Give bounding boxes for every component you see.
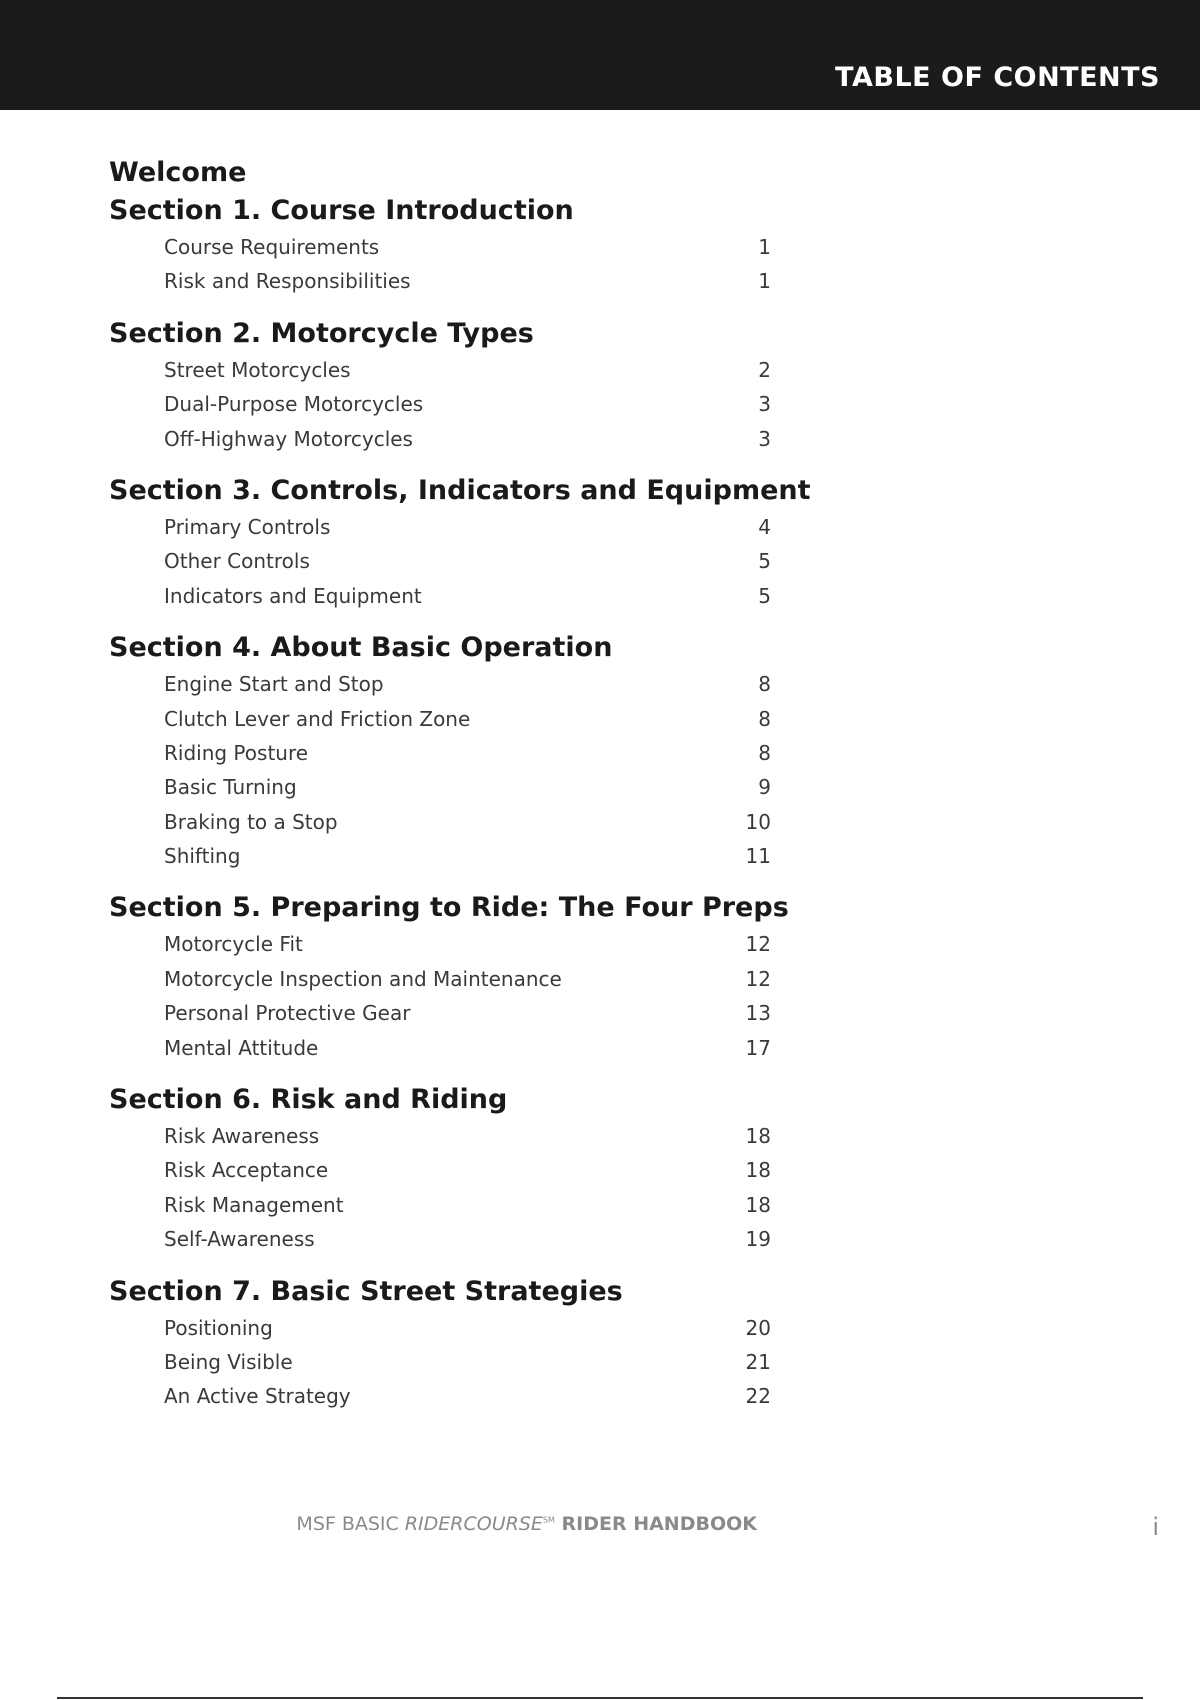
toc-entry[interactable] xyxy=(109,962,769,996)
toc-entry-title: Self-Awareness xyxy=(164,1227,315,1252)
toc-entry-page: 4 xyxy=(758,514,771,539)
toc-entry-title: Riding Posture xyxy=(164,740,309,765)
toc-entry-title: Risk Acceptance xyxy=(164,1158,329,1183)
toc-entry[interactable] xyxy=(109,544,769,578)
toc-entry-page: 20 xyxy=(745,1315,771,1340)
section-5 xyxy=(109,889,789,1065)
toc-entry[interactable] xyxy=(109,1311,769,1345)
table-of-contents xyxy=(109,154,811,1414)
toc-entry-page: 8 xyxy=(758,740,771,765)
toc-entry-page: 11 xyxy=(745,844,771,869)
section-1 xyxy=(109,192,769,299)
toc-entry[interactable] xyxy=(109,1153,769,1187)
toc-entry-title: Engine Start and Stop xyxy=(164,672,384,697)
toc-entry[interactable] xyxy=(109,996,769,1030)
toc-entry-title: Off-Highway Motorcycles xyxy=(164,426,413,451)
toc-entry-page: 12 xyxy=(745,966,771,991)
toc-entry-title: Other Controls xyxy=(164,549,310,574)
toc-entry-page: 3 xyxy=(758,392,771,417)
toc-entry-title: Course Requirements xyxy=(164,235,380,259)
toc-entry[interactable] xyxy=(109,510,769,544)
toc-entry-title: Dual-Purpose Motorcycles xyxy=(164,392,424,417)
toc-entry[interactable] xyxy=(109,230,769,264)
toc-entry-title: Shifting xyxy=(164,844,241,869)
toc-entry[interactable] xyxy=(109,353,769,387)
toc-entry-page: 8 xyxy=(758,706,771,731)
toc-entry-title: Being Visible xyxy=(164,1349,293,1374)
toc-entry[interactable] xyxy=(109,736,769,770)
toc-entry-page: 21 xyxy=(745,1349,771,1374)
toc-entry-page: 12 xyxy=(745,932,771,957)
section-4 xyxy=(109,629,769,873)
section-heading[interactable]: Section 6. Risk and Riding xyxy=(109,1084,508,1116)
section-heading[interactable]: Section 1. Course Introduction xyxy=(109,195,574,226)
toc-entry[interactable] xyxy=(109,1031,769,1065)
toc-entry-title: Risk Awareness xyxy=(164,1124,320,1149)
toc-entry-page: 22 xyxy=(745,1384,771,1409)
toc-entry[interactable] xyxy=(109,702,769,736)
toc-entry-page: 2 xyxy=(758,357,771,382)
toc-entry-title: Mental Attitude xyxy=(164,1035,319,1060)
toc-entry[interactable] xyxy=(109,839,769,873)
toc-entry-title: Risk and Responsibilities xyxy=(164,269,411,294)
toc-entry-page: 9 xyxy=(758,775,771,800)
footer-prefix: MSF BASIC xyxy=(296,1513,405,1535)
toc-entry[interactable] xyxy=(109,805,769,839)
toc-entry[interactable] xyxy=(109,927,769,961)
toc-entry-page: 18 xyxy=(745,1192,771,1217)
page-title: TABLE OF CONTENTS xyxy=(835,62,1160,93)
toc-entry-title: Personal Protective Gear xyxy=(164,1001,411,1026)
footer-italic: RIDERCOURSE xyxy=(404,1513,543,1535)
welcome-heading[interactable]: Welcome xyxy=(109,157,247,188)
toc-entry-title: Indicators and Equipment xyxy=(164,583,422,608)
toc-entry-title: Risk Management xyxy=(164,1192,344,1217)
footer-publication-title xyxy=(296,1513,757,1535)
section-3 xyxy=(109,472,811,613)
toc-entry-title: Clutch Lever and Friction Zone xyxy=(164,706,471,731)
toc-entry-page: 13 xyxy=(745,1001,771,1026)
section-heading[interactable]: Section 7. Basic Street Strategies xyxy=(109,1275,623,1307)
page-footer xyxy=(0,1513,1200,1543)
toc-entry-page: 1 xyxy=(758,269,771,294)
section-heading[interactable]: Section 2. Motorcycle Types xyxy=(109,317,534,349)
toc-entry-title: Motorcycle Inspection and Maintenance xyxy=(164,966,562,991)
toc-entry-title: Basic Turning xyxy=(164,775,297,800)
section-7 xyxy=(109,1273,769,1414)
section-2 xyxy=(109,315,769,456)
toc-entry-page: 17 xyxy=(745,1035,771,1060)
toc-entry[interactable] xyxy=(109,422,769,456)
toc-entry-title: Positioning xyxy=(164,1315,273,1340)
toc-entry-page: 5 xyxy=(758,549,771,574)
toc-entry-title: Motorcycle Fit xyxy=(164,932,303,957)
toc-entry[interactable] xyxy=(109,264,769,298)
section-heading[interactable]: Section 5. Preparing to Ride: The Four Preps xyxy=(109,892,789,924)
header-band xyxy=(0,0,1200,110)
footer-trademark: SM xyxy=(542,1515,555,1525)
toc-entry-page: 1 xyxy=(758,235,771,259)
toc-entry-title: An Active Strategy xyxy=(164,1384,351,1409)
toc-entry-page: 5 xyxy=(758,583,771,608)
toc-entry[interactable] xyxy=(109,667,769,701)
toc-entry-title: Primary Controls xyxy=(164,514,331,539)
toc-entry-page: 19 xyxy=(745,1227,771,1252)
toc-entry[interactable] xyxy=(109,387,769,421)
toc-entry-page: 10 xyxy=(745,809,771,834)
toc-entry-page: 18 xyxy=(745,1158,771,1183)
section-heading[interactable]: Section 3. Controls, Indicators and Equipment xyxy=(109,474,811,506)
bottom-divider xyxy=(57,1697,1143,1699)
toc-entry[interactable] xyxy=(109,579,769,613)
toc-entry[interactable] xyxy=(109,1345,769,1379)
toc-entry-title: Street Motorcycles xyxy=(164,357,351,382)
toc-entry-page: 8 xyxy=(758,672,771,697)
toc-entry-page: 18 xyxy=(745,1124,771,1149)
toc-entry-page: 3 xyxy=(758,426,771,451)
toc-entry[interactable] xyxy=(109,770,769,804)
toc-entry[interactable] xyxy=(109,1188,769,1222)
section-6 xyxy=(109,1081,769,1257)
section-heading[interactable]: Section 4. About Basic Operation xyxy=(109,632,613,664)
toc-entry[interactable] xyxy=(109,1379,769,1413)
toc-entry-title: Braking to a Stop xyxy=(164,809,338,834)
toc-entry[interactable] xyxy=(109,1222,769,1256)
page-number: i xyxy=(1152,1513,1159,1541)
footer-bold: RIDER HANDBOOK xyxy=(554,1513,757,1535)
toc-entry[interactable] xyxy=(109,1119,769,1153)
